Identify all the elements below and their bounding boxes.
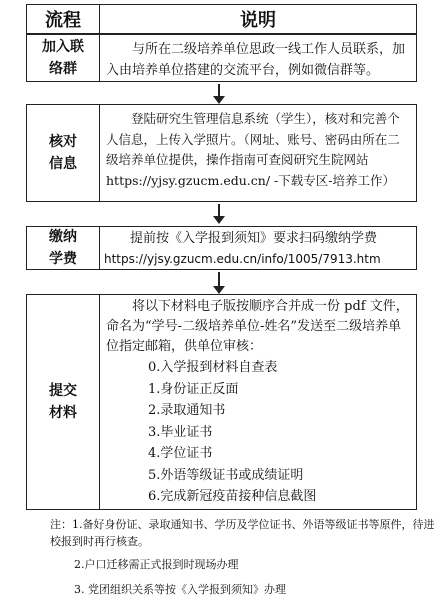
- down-arrow-icon: [212, 84, 226, 104]
- list-item: 4.学位证书: [148, 446, 213, 461]
- materials-list: [106, 357, 410, 509]
- step-label: [27, 35, 100, 81]
- step-label-line: 核对: [49, 134, 77, 150]
- list-item: 2.录取通知书: [148, 403, 226, 418]
- note-line: 2.户口迁移需正式报到时现场办理: [74, 558, 239, 571]
- step-label-line: 络群: [49, 61, 77, 77]
- step-label-line: 提交: [49, 383, 77, 399]
- step-description: [100, 227, 416, 269]
- header-process: 流程: [27, 5, 100, 33]
- step-label-line: 信息: [49, 156, 77, 172]
- down-arrow-icon: [212, 204, 226, 224]
- list-item: 6.完成新冠疫苗接种信息截图: [148, 489, 317, 504]
- step-text: 提前按《入学报到须知》要求扫码缴纳学费: [130, 231, 378, 246]
- step-text: 将以下材料电子版按顺序合并成一份 pdf 文件，命名为“学号-二级培养单位-姓名”发送至二级培养单位指定邮箱，供单位审核：: [106, 299, 409, 354]
- step-label-line: 缴纳: [49, 229, 77, 245]
- step-label: [27, 227, 100, 269]
- header-description: 说明: [240, 10, 276, 31]
- step-description: [100, 105, 416, 201]
- step-label: [27, 295, 100, 509]
- step-description: [100, 295, 416, 509]
- notes: [50, 516, 438, 600]
- step-submit-materials: [26, 294, 417, 510]
- header-row: [26, 4, 417, 34]
- list-item: 0.入学报到材料自查表: [148, 360, 278, 375]
- down-arrow-icon: [212, 272, 226, 294]
- step-label: [27, 105, 100, 201]
- note-line: 注：1.备好身份证、录取通知书、学历及学位证书、外语等级证书等原件，待进校报到时再行核查。: [50, 518, 435, 548]
- list-item: [106, 508, 410, 510]
- step-pay-tuition: [26, 226, 417, 270]
- list-item: 5.外语等级证书或成绩证明: [148, 467, 304, 483]
- tuition-url-link[interactable]: https://yjsy.gzucm.edu.cn/info/1005/7913.htm: [104, 252, 381, 266]
- step-text: 与所在二级培养单位思政一线工作人员联系，加入由培养单位搭建的交流平台，例如微信群等。: [106, 42, 406, 78]
- step-text: 登陆研究生管理信息系统（学生），核对和完善个人信息，上传入学照片。（网址、账号、密码由所在二级培养单位提供，操作指南可查阅研究生院网站 https://yjsy.gzucm.edu.cn/ -下载专区-培养工作）: [106, 111, 400, 188]
- step-verify-info: [26, 104, 417, 202]
- step-label-line: 材料: [49, 405, 77, 421]
- step-label-line: 学费: [49, 251, 77, 267]
- step-join-group: [26, 34, 417, 82]
- step-label-line: 加入联: [42, 39, 84, 55]
- step-description: [100, 35, 416, 81]
- list-item: 1.身份证正反面: [148, 381, 239, 397]
- list-item: 3.毕业证书: [148, 424, 213, 440]
- note-line: 3. 党团组织关系等按《入学报到须知》办理: [74, 583, 286, 596]
